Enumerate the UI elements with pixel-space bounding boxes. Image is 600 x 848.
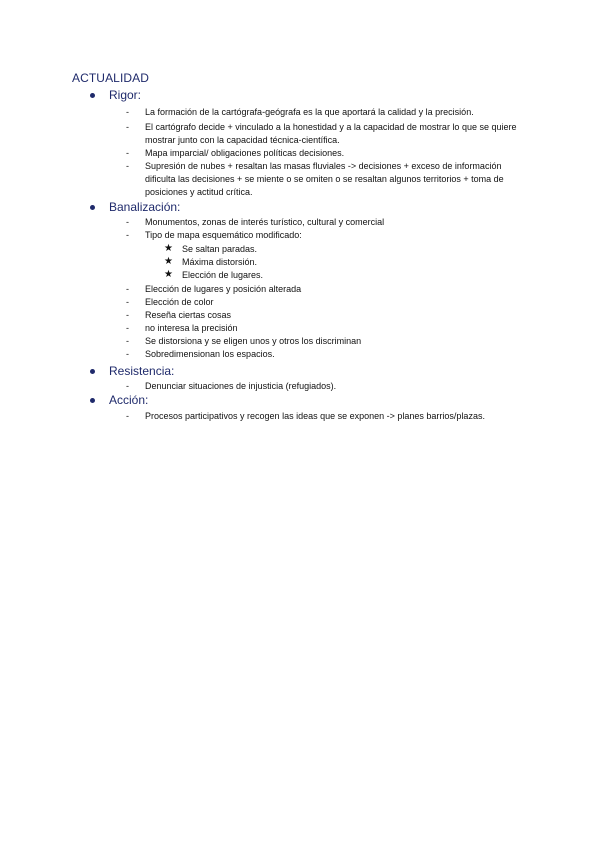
bullet-dot [90, 205, 95, 210]
dash-marker: - [126, 107, 129, 117]
bullet-dot [90, 369, 95, 374]
item-text: Mapa imparcial/ obligaciones políticas decisiones. [145, 148, 345, 158]
dash-marker: - [126, 230, 129, 240]
item-text: no interesa la precisión [145, 323, 238, 333]
dash-marker: - [126, 323, 129, 333]
item-text: Reseña ciertas cosas [145, 310, 232, 320]
dash-marker: - [126, 217, 129, 227]
document-heading: ACTUALIDAD [72, 71, 150, 85]
dash-marker: - [126, 297, 129, 307]
dash-marker: - [126, 148, 129, 158]
section-label: Banalización: [109, 200, 181, 214]
item-text: La formación de la cartógrafa-geógrafa es la que aportará la calidad y la precisión. [145, 107, 474, 117]
dash-marker: - [126, 284, 129, 294]
item-text: Monumentos, zonas de interés turístico, cultural y comercial [145, 217, 385, 227]
item-text: Tipo de mapa esquemático modificado: [145, 230, 302, 240]
item-text: Sobredimensionan los espacios. [145, 349, 275, 359]
item-text: Elección de lugares y posición alterada [145, 284, 302, 294]
item-text: Supresión de nubes + resaltan las masas fluviales -> decisiones + exceso de información dificulta las decisiones + se miente o se omiten o se resaltan algunos territorios + toma de posiciones y actitud crítica. [145, 161, 504, 197]
section-label: Rigor: [109, 88, 142, 102]
bullet-dot [90, 93, 95, 98]
bullet-dot [90, 398, 95, 403]
dash-marker: - [126, 349, 129, 359]
section-label: Resistencia: [109, 364, 175, 378]
star-icon: ★ [164, 256, 173, 267]
item-text: El cartógrafo decide + vinculado a la honestidad y a la capacidad de mostrar lo que se quiere mostrar junto con la capacidad técnica-científica. [145, 122, 517, 145]
dash-marker: - [126, 411, 129, 421]
sub-item-text: Máxima distorsión. [182, 257, 258, 267]
dash-marker: - [126, 122, 129, 132]
sub-item-text: Elección de lugares. [182, 270, 264, 280]
star-icon: ★ [164, 269, 173, 280]
item-text: Se distorsiona y se eligen unos y otros los discriminan [145, 336, 362, 346]
star-icon: ★ [164, 243, 173, 254]
item-text: Elección de color [145, 297, 214, 307]
dash-marker: - [126, 310, 129, 320]
section-label: Acción: [109, 393, 149, 407]
sub-item-text: Se saltan paradas. [182, 244, 258, 254]
item-text: Denunciar situaciones de injusticia (refugiados). [145, 381, 337, 391]
dash-marker: - [126, 161, 129, 171]
dash-marker: - [126, 336, 129, 346]
dash-marker: - [126, 381, 129, 391]
item-text: Procesos participativos y recogen las ideas que se exponen -> planes barrios/plazas. [145, 411, 485, 421]
